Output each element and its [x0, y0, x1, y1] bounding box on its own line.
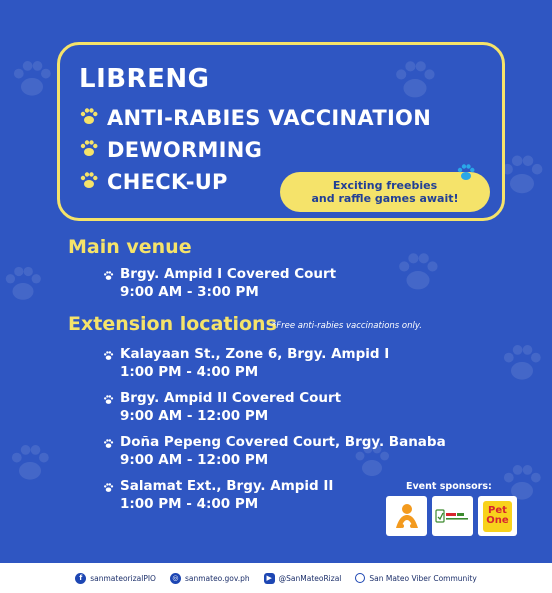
- location-name: Salamat Ext., Brgy. Ampid II: [120, 478, 334, 494]
- facebook-handle: sanmateorizalPIO: [90, 573, 156, 583]
- main-venue-title: Main venue: [68, 236, 192, 258]
- footer-viber[interactable]: [355, 573, 476, 583]
- paw-watermark-icon: [498, 150, 546, 198]
- paw-bullet-icon: [103, 436, 114, 454]
- pet-one-logo-line-2: One: [486, 515, 509, 526]
- footer-website[interactable]: [170, 573, 250, 584]
- viber-community: San Mateo Viber Community: [369, 573, 477, 583]
- youtube-icon: ▶: [264, 573, 275, 584]
- hero-title: LIBRENG: [79, 64, 210, 94]
- sponsors-label: Event sponsors:: [406, 481, 492, 492]
- facebook-icon: f: [75, 573, 86, 584]
- service-label: CHECK-UP: [107, 170, 228, 194]
- vet-clinic-logo: [386, 496, 427, 536]
- location-time: 9:00 AM - 12:00 PM: [120, 452, 269, 468]
- location-item: [103, 389, 341, 425]
- pet-one-logo-line-1: Pet: [488, 505, 507, 516]
- location-time: 9:00 AM - 3:00 PM: [120, 284, 259, 300]
- location-name: Kalayaan St., Zone 6, Brgy. Ampid I: [120, 346, 390, 362]
- paw-icon: [79, 138, 99, 163]
- footer-facebook[interactable]: [75, 573, 156, 584]
- paw-watermark-icon: [500, 340, 544, 384]
- promo-line-2: and raffle games await!: [311, 192, 459, 205]
- paw-bullet-icon: [103, 392, 114, 410]
- location-item: [103, 433, 446, 469]
- service-anti-rabies: [79, 103, 431, 133]
- promo-line-1: Exciting freebies: [332, 179, 438, 192]
- extension-note: *Free anti-rabies vaccinations only.: [272, 321, 422, 331]
- extension-title: Extension locations: [68, 313, 277, 335]
- paw-watermark-icon: [2, 262, 44, 304]
- paw-watermark-icon: [10, 56, 54, 100]
- location-item: [103, 265, 336, 301]
- location-time: 9:00 AM - 12:00 PM: [120, 408, 269, 424]
- service-check-up: [79, 167, 228, 197]
- service-deworming: [79, 135, 262, 165]
- paw-icon: [456, 162, 476, 186]
- footer: [0, 563, 552, 593]
- location-name: Doña Pepeng Covered Court, Brgy. Banaba: [120, 434, 446, 450]
- paw-icon: [79, 170, 99, 195]
- viber-icon: [355, 573, 365, 583]
- paw-bullet-icon: [103, 480, 114, 498]
- service-label: DEWORMING: [107, 138, 263, 162]
- location-name: Brgy. Ampid I Covered Court: [120, 266, 337, 282]
- pet-one-logo: [478, 496, 517, 536]
- feeds-store-logo: [432, 496, 473, 536]
- location-name: Brgy. Ampid II Covered Court: [120, 390, 342, 406]
- location-item: [103, 477, 333, 513]
- paw-icon: [79, 106, 99, 131]
- footer-youtube[interactable]: [264, 573, 342, 584]
- globe-icon: ◎: [170, 573, 181, 584]
- website-url: sanmateo.gov.ph: [184, 573, 250, 583]
- service-label: ANTI-RABIES VACCINATION: [107, 106, 432, 130]
- location-time: 1:00 PM - 4:00 PM: [120, 496, 259, 512]
- location-item: [103, 345, 389, 381]
- location-time: 1:00 PM - 4:00 PM: [120, 364, 259, 380]
- paw-bullet-icon: [103, 268, 114, 286]
- paw-watermark-icon: [395, 248, 441, 294]
- youtube-handle: @SanMateoRizal: [278, 573, 342, 583]
- paw-bullet-icon: [103, 348, 114, 366]
- paw-watermark-icon: [8, 440, 52, 484]
